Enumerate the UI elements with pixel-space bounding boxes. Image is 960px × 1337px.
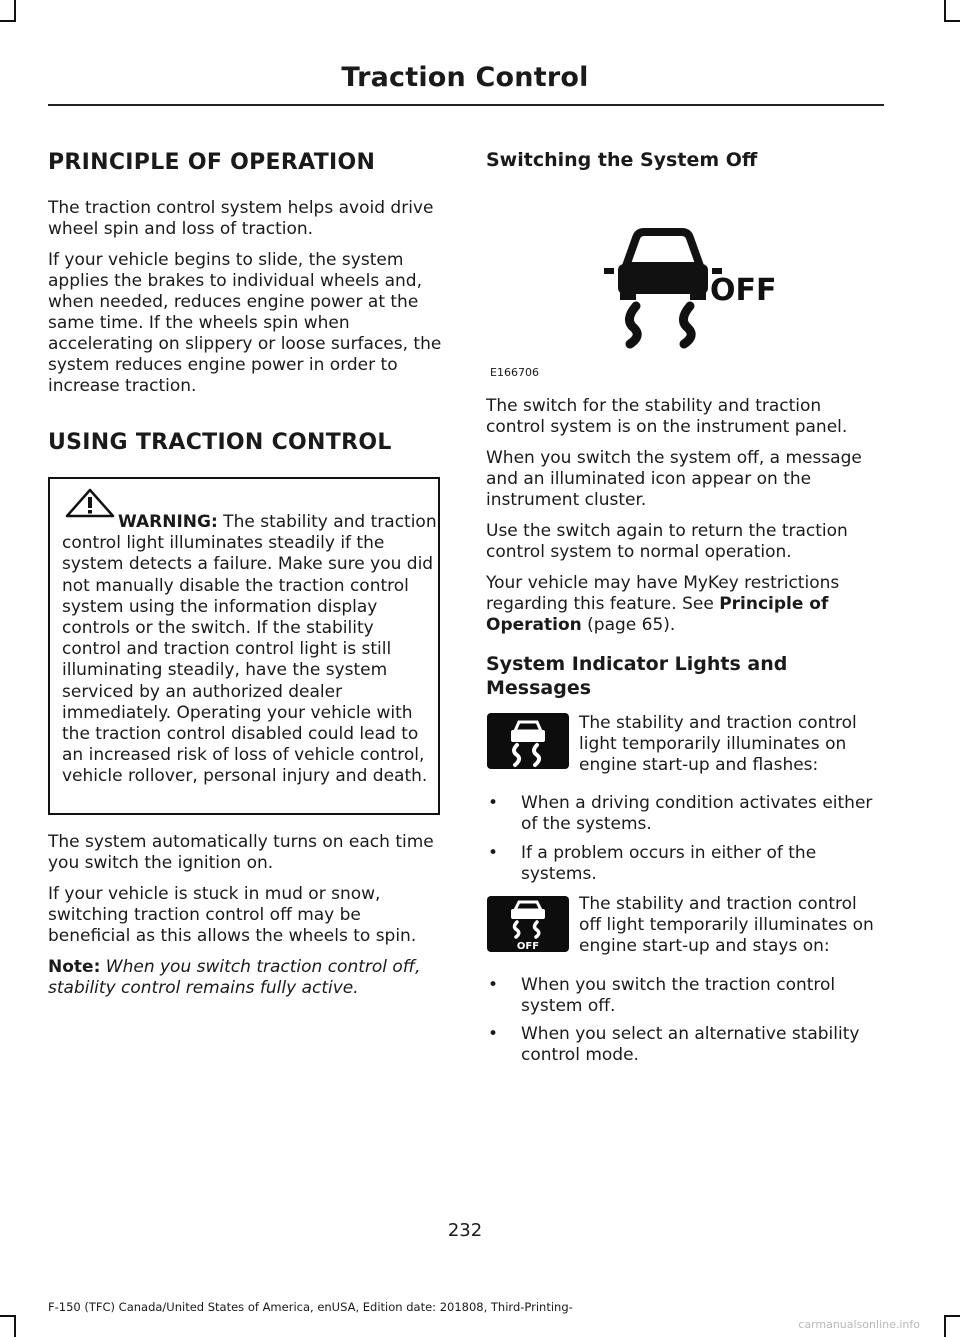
indicator-description: The stability and traction control light temporarily illuminates on engine start-up and flashes: [579,713,857,775]
figure-id: E166706 [490,366,539,379]
bullet-marker: • [488,843,499,863]
skidding-car-icon [487,713,569,769]
list-item-text: When you switch the traction control system off. [521,975,836,1016]
section-heading-indicators: System Indicator Lights and Messages [486,653,788,699]
warning-body: The stability and traction control light illuminates steadily if the system detects a failure. Make sure you did not manually disable the traction control system using the information display controls or the switch. If the stability control and traction control light is still illuminating steadily, have the system serviced by an authorized dealer immediately. Operating your vehicle with the traction control disabled could lead to an increased risk of loss of vehicle control, vehicle rollover, personal injury and death. [62,512,437,787]
paragraph: The traction control system helps avoid drive wheel spin and loss of traction. [48,198,434,239]
warning-label: WARNING: [118,512,218,532]
paragraph: If your vehicle is stuck in mud or snow, switching traction control off may be beneficial as this allows the wheels to spin. [48,884,417,946]
crop-mark [944,1315,946,1337]
crop-mark [944,0,946,22]
list-item-text: When a driving condition activates either of the systems. [521,793,873,834]
paragraph: The system automatically turns on each time you switch the ignition on. [48,832,434,873]
crop-mark [944,20,960,22]
page-number: 232 [447,1220,483,1241]
paragraph-mykey [486,573,884,636]
crop-mark [0,20,16,22]
paragraph: The switch for the stability and traction control system is on the instrument panel. [486,396,848,437]
watermark: carmanualsonline.info [798,1318,920,1331]
note-paragraph [48,957,446,999]
section-heading-principle: PRINCIPLE OF OPERATION [48,150,376,175]
icon-off-label: OFF [710,273,777,308]
warning-text [62,512,438,788]
traction-control-off-icon [598,228,777,346]
bullet-marker: • [488,975,499,995]
paragraph-text: Your vehicle may have MyKey restrictions regarding this feature. See [486,573,840,614]
bullet-marker: • [488,793,499,813]
paragraph: If your vehicle begins to slide, the system applies the brakes to individual wheels and, when needed, reduces engine power at the same time. If the wheels spin when accelerating on slippery or loose surfaces, the system reduces engine power in order to increase traction. [48,250,442,396]
crop-mark [944,1315,960,1317]
page-header-title: Traction Control [341,62,589,93]
warning-box [48,477,440,815]
indicator-description: The stability and traction control off light temporarily illuminates on engine start-up and stays on: [579,894,874,956]
edition-footer: F-150 (TFC) Canada/United States of America, enUSA, Edition date: 201808, Third-Printing- [48,1300,573,1314]
stability-control-indicator-icon [487,713,569,769]
crop-mark [0,1315,16,1317]
skidding-car-off-icon [487,896,569,952]
indicator-off-label: OFF [516,941,540,952]
paragraph: When you switch the system off, a message and an illuminated icon appear on the instrument cluster. [486,448,862,510]
note-text: When you switch traction control off, stability control remains fully active. [48,957,421,998]
header-divider [48,104,884,106]
cross-reference-link[interactable]: Principle of Operation [486,594,829,635]
crop-mark [14,0,16,22]
paragraph-text: (page 65). [581,615,676,635]
section-heading-switch-off: Switching the System Off [486,149,758,171]
paragraph: Use the switch again to return the traction control system to normal operation. [486,521,848,562]
note-label: Note: [48,957,101,977]
section-heading-using: USING TRACTION CONTROL [48,430,392,455]
list-item-text: When you select an alternative stability control mode. [521,1024,860,1065]
crop-mark [14,1315,16,1337]
stability-control-off-indicator-icon [487,896,569,952]
list-item-text: If a problem occurs in either of the systems. [521,843,817,884]
bullet-marker: • [488,1024,499,1044]
